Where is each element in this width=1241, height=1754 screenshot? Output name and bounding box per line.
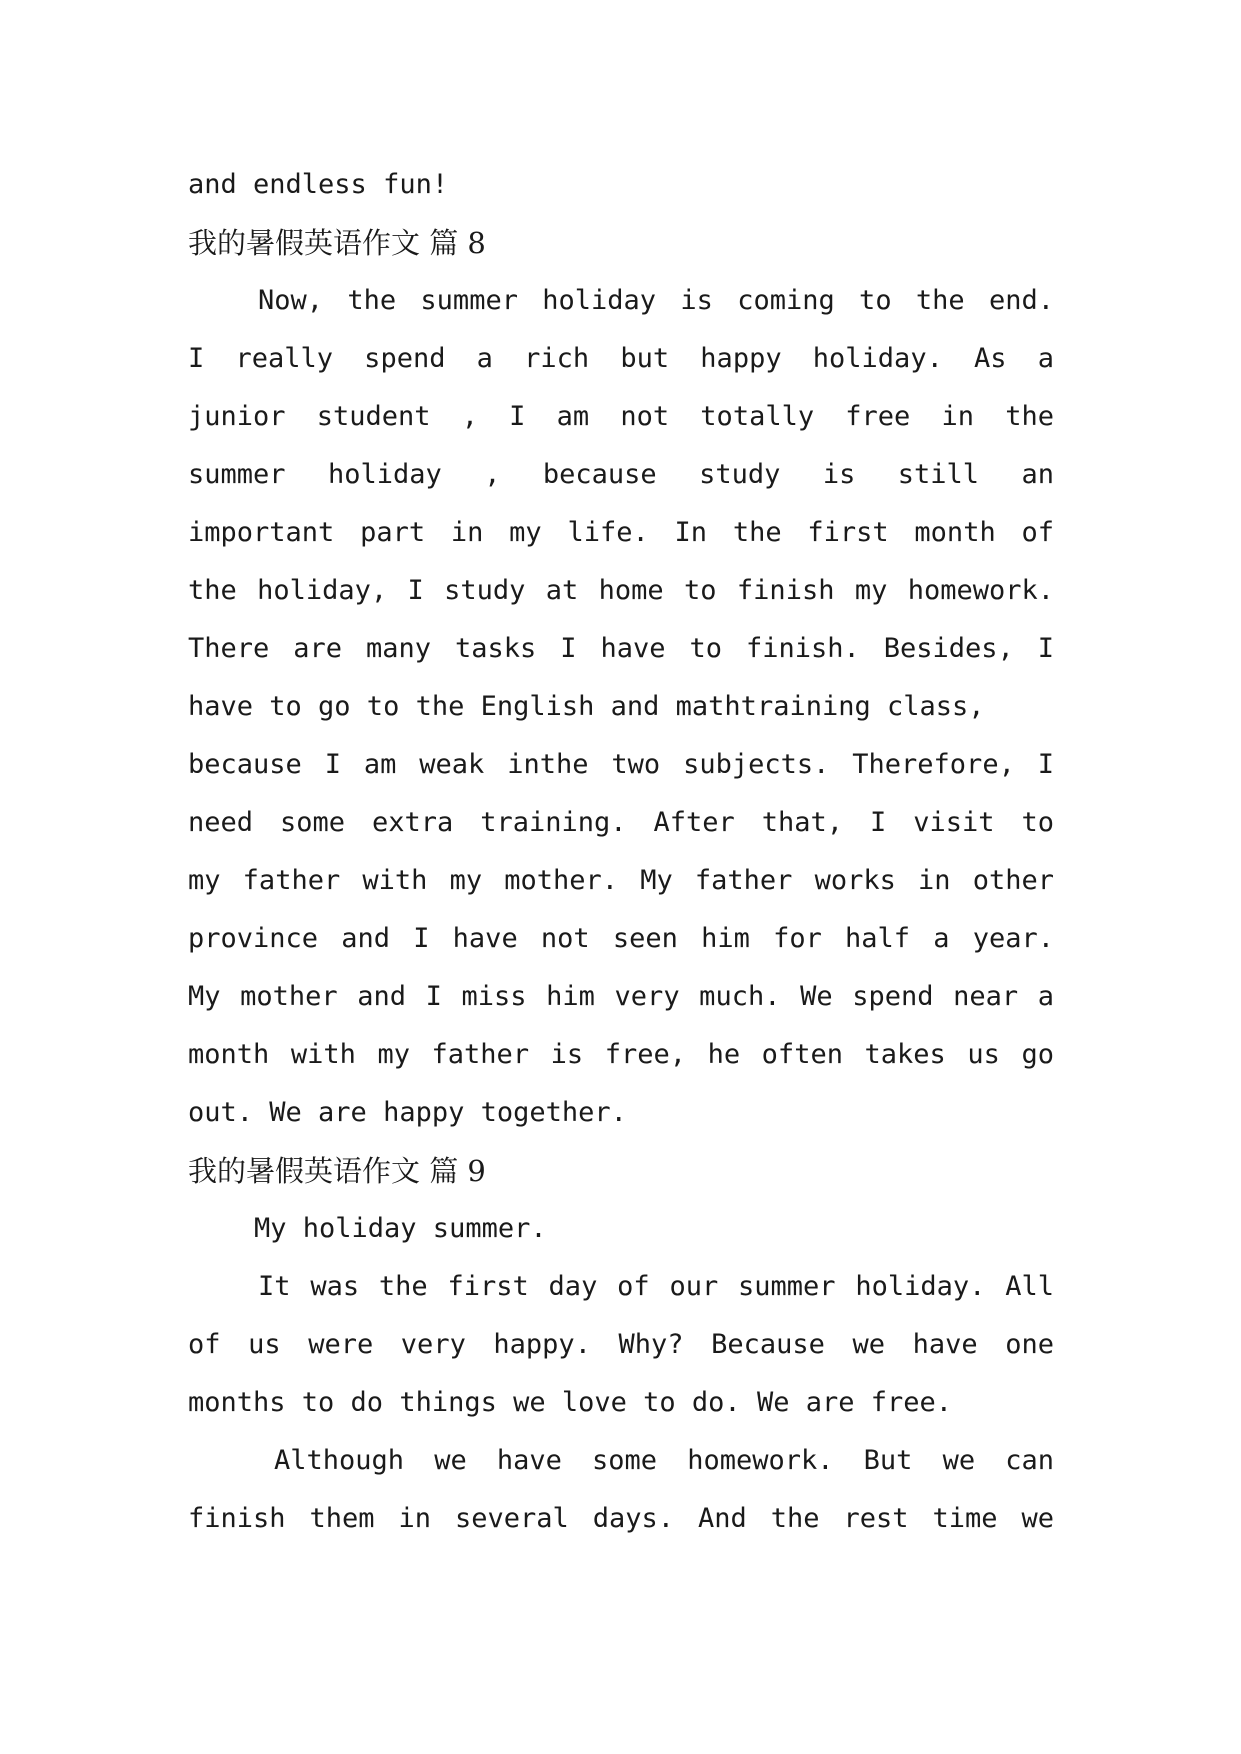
- paragraph-line: because I am weak inthe two subjects. Therefore, I: [188, 749, 1054, 780]
- paragraph-line: It was the first day of our summer holiday. All: [258, 1271, 1054, 1302]
- section-heading-8: 我的暑假英语作文 篇 8: [188, 226, 486, 260]
- paragraph-line: finish them in several days. And the rest time we: [188, 1503, 1054, 1534]
- paragraph-line: summer holiday , because study is still an: [188, 459, 1054, 490]
- essay-title-line: My holiday summer.: [254, 1213, 547, 1244]
- paragraph-line: month with my father is free, he often takes us go: [188, 1039, 1054, 1070]
- paragraph-line: need some extra training. After that, I visit to: [188, 807, 1054, 838]
- paragraph-line: My mother and I miss him very much. We spend near a: [188, 981, 1054, 1012]
- paragraph-line: Now, the summer holiday is coming to the end.: [258, 285, 1054, 316]
- continuation-line: and endless fun!: [188, 169, 449, 200]
- document-page: [188, 156, 1054, 1548]
- paragraph-line: months to do things we love to do. We are free.: [188, 1387, 953, 1418]
- paragraph-line: have to go to the English and mathtraining class,: [188, 691, 985, 722]
- paragraph-line: junior student , I am not totally free in the: [188, 401, 1054, 432]
- paragraph-line: important part in my life. In the first month of: [188, 517, 1054, 548]
- paragraph-line: out. We are happy together.: [188, 1097, 627, 1128]
- paragraph-line: my father with my mother. My father works in other: [188, 865, 1054, 896]
- paragraph-line: province and I have not seen him for half a year.: [188, 923, 1054, 954]
- paragraph-line: of us were very happy. Why? Because we have one: [188, 1329, 1054, 1360]
- paragraph-line: I really spend a rich but happy holiday. As a: [188, 343, 1054, 374]
- paragraph-line: the holiday, I study at home to finish my homework.: [188, 575, 1054, 606]
- section-heading-9: 我的暑假英语作文 篇 9: [188, 1154, 486, 1188]
- paragraph-line: There are many tasks I have to finish. Besides, I: [188, 633, 1054, 664]
- paragraph-line: Although we have some homework. But we can: [274, 1445, 1054, 1476]
